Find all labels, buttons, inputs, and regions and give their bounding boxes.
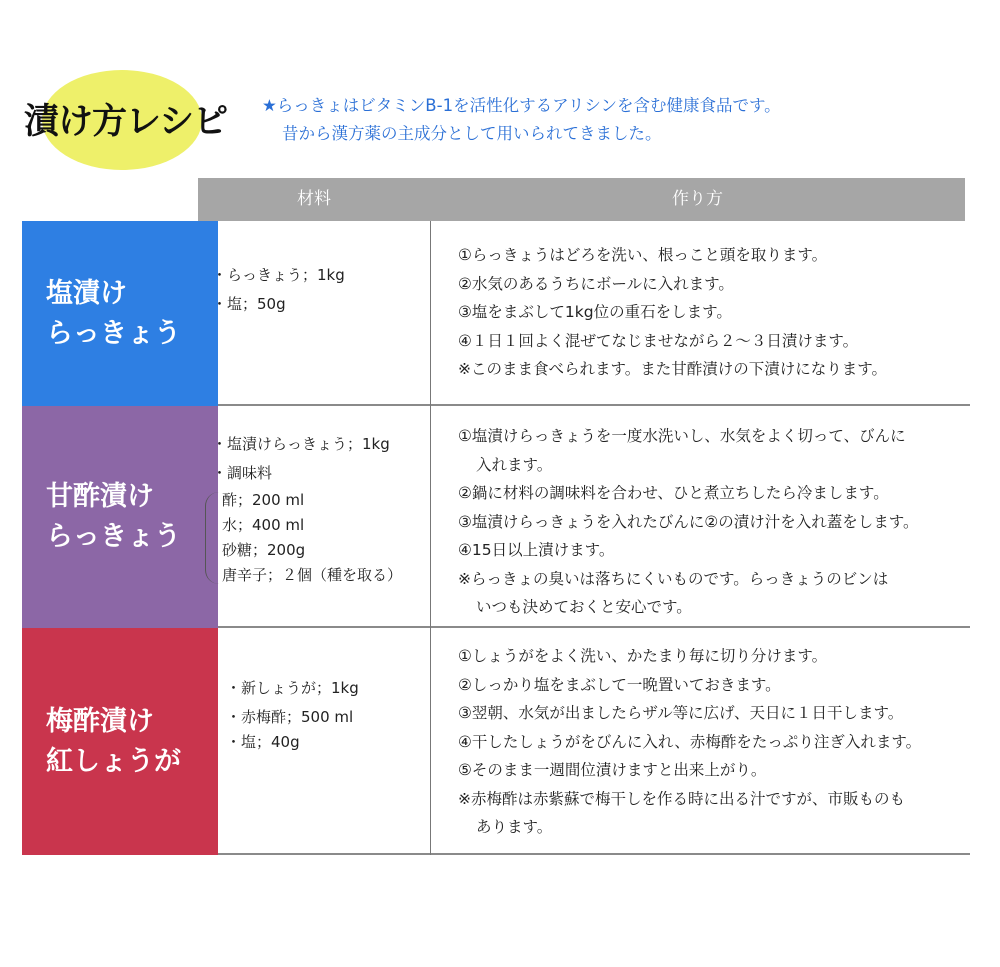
step-item: ※らっきょの臭いは落ちにくいものです。らっきょうのビンは <box>458 569 889 588</box>
header-method: 作り方 <box>430 178 965 221</box>
recipe-name-line-1: 梅酢漬け <box>46 705 154 737</box>
step-item-continuation: いつも決めておくと安心です。 <box>476 598 692 616</box>
material-item: ・新しょうが；1kg <box>226 679 359 697</box>
step-item: ※このまま食べられます。また甘酢漬けの下漬けになります。 <box>458 360 888 378</box>
seasoning-bracket <box>205 492 222 584</box>
seasoning-item: 水；400 ml <box>222 516 305 534</box>
step-item: ①らっきょうはどろを洗い、根っこと頭を取ります。 <box>458 246 828 264</box>
step-item: ②水気のあるうちにボールに入れます。 <box>458 274 734 293</box>
recipe-name-line-1: 甘酢漬け <box>46 481 154 512</box>
material-item: ・塩；40g <box>226 733 300 751</box>
materials-list <box>212 674 359 757</box>
step-item: ②鍋に材料の調味料を合わせ、ひと煮立ちしたら冷まします。 <box>458 484 889 502</box>
step-item: ①塩漬けらっきょうを一度水洗いし、水気をよく切って、びんに <box>458 427 906 445</box>
intro-text <box>262 92 781 148</box>
seasoning-item: 砂糖；200g <box>222 541 306 559</box>
step-item: ②しっかり塩をまぶして一晩置いておきます。 <box>458 675 781 694</box>
title-block <box>22 70 252 170</box>
recipe-name-line-1: 塩漬け <box>46 277 127 309</box>
material-item: ・赤梅酢；500 ml <box>226 708 354 726</box>
material-item: ・塩漬けらっきょう；1kg <box>212 435 390 453</box>
materials-list <box>212 261 345 319</box>
step-item: ③翌朝、水気が出ましたらザル等に広げ、天日に１日干します。 <box>458 704 904 722</box>
step-item: ④15日以上漬けます。 <box>458 541 615 559</box>
recipe-row-amazuzuke <box>22 406 970 628</box>
seasoning-item: 酢；200 ml <box>222 491 305 509</box>
recipe-name-line-2: らっきょう <box>46 521 181 552</box>
intro-line-2: 昔から漢方薬の主成分として用いられてきました。 <box>282 124 662 143</box>
recipe-row-shiozuke <box>22 221 970 406</box>
steps-list <box>458 422 919 622</box>
step-item: ③塩漬けらっきょうを入れたびんに②の漬け汁を入れ蓋をします。 <box>458 512 919 531</box>
step-item: ⑤そのまま一週間位漬けますと出来上がり。 <box>458 761 767 779</box>
step-item-continuation: 入れます。 <box>476 455 553 474</box>
recipe-name-line-2: らっきょう <box>46 317 181 349</box>
recipe-row-umezuzuke <box>22 628 970 855</box>
material-item: ・調味料 <box>212 464 273 482</box>
recipe-label <box>22 221 218 406</box>
column-divider <box>430 221 431 855</box>
steps-list <box>458 241 887 384</box>
row-divider <box>218 853 970 855</box>
steps-list <box>458 642 921 842</box>
materials-list <box>212 430 402 588</box>
step-item: ①しょうがをよく洗い、かたまり毎に切り分けます。 <box>458 647 828 665</box>
intro-line-1: ★らっきょはビタミンB-1を活性化するアリシンを含む健康食品です。 <box>262 96 781 115</box>
page-title: 漬け方レシピ <box>24 102 228 142</box>
recipe-label <box>22 628 218 855</box>
step-item: ③塩をまぶして1kg位の重石をします。 <box>458 303 732 321</box>
step-item: ※赤梅酢は赤紫蘇で梅干しを作る時に出る汁ですが、市販ものも <box>458 789 905 808</box>
material-item: ・らっきょう；1kg <box>212 266 345 284</box>
recipe-label <box>22 406 218 628</box>
step-item: ④１日１回よく混ぜてなじませながら２～３日漬けます。 <box>458 331 859 350</box>
seasoning-item: 唐辛子；２個（種を取る） <box>222 566 403 584</box>
material-item: ・塩；50g <box>212 295 286 313</box>
step-item-continuation: あります。 <box>476 818 553 836</box>
header-materials: 材料 <box>198 178 430 221</box>
step-item: ④干したしょうがをびんに入れ、赤梅酢をたっぷり注ぎ入れます。 <box>458 732 922 751</box>
recipe-name-line-2: 紅しょうが <box>46 745 181 777</box>
